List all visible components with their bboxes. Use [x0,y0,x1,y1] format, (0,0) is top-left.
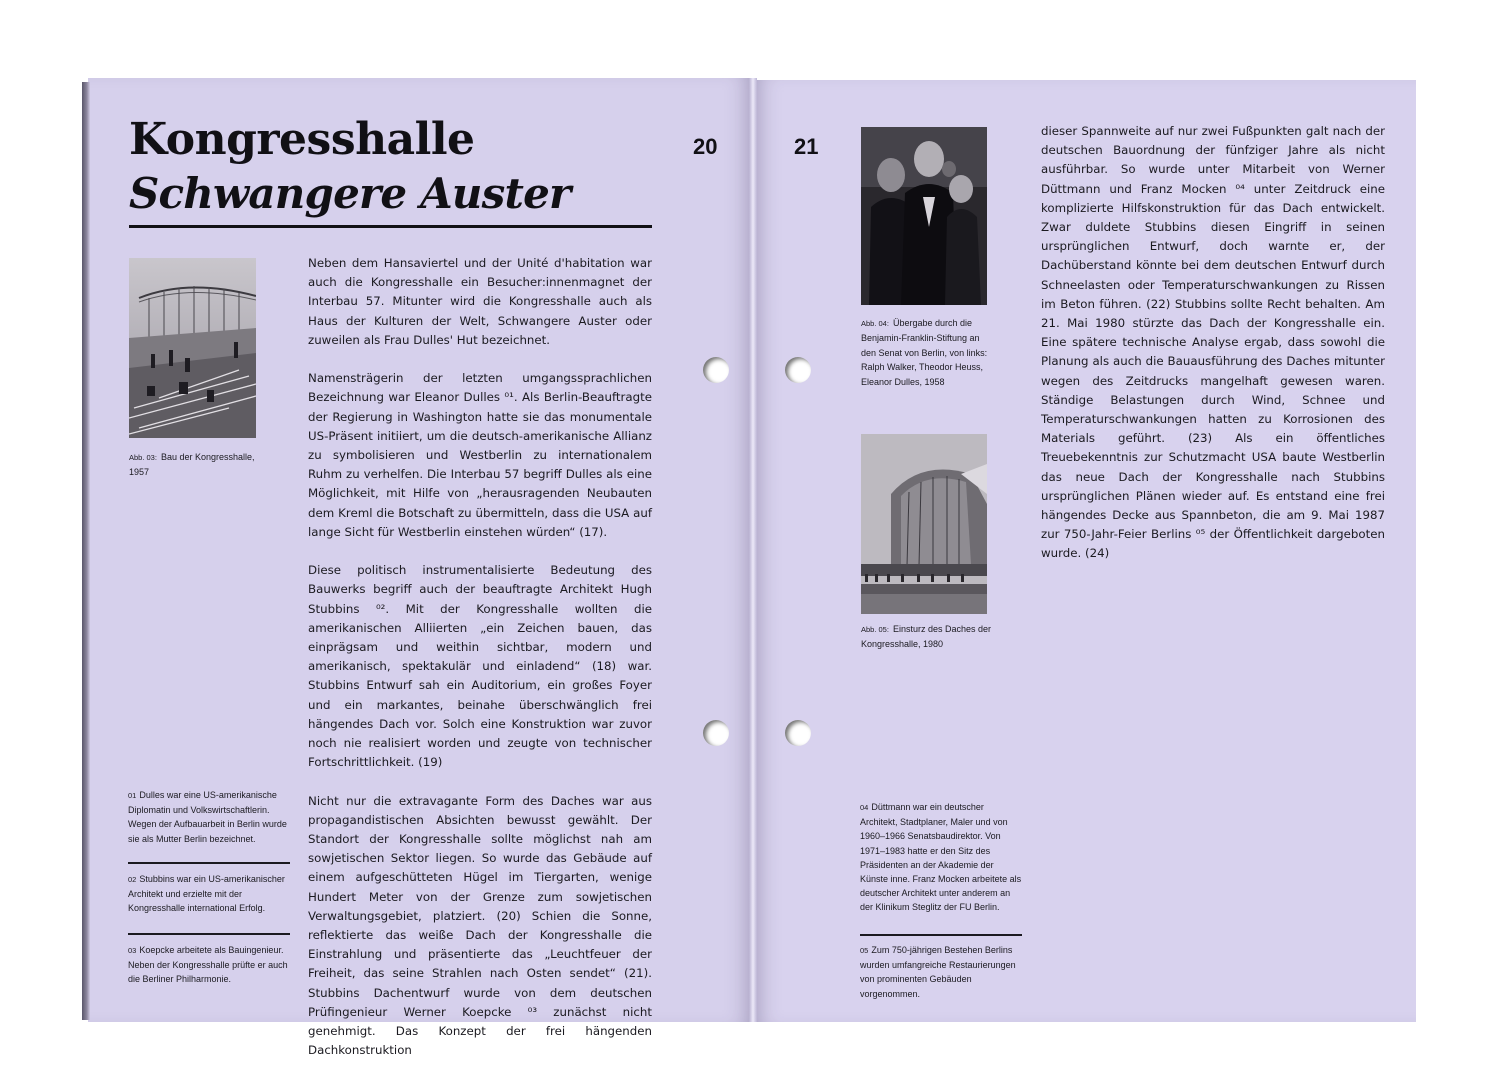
page-number-right: 21 [794,134,819,159]
footnote-03-number: 03 [128,946,137,955]
title-rule [129,225,652,228]
footnote-03 [128,943,290,987]
caption-abb04-text: Übergabe durch die Benjamin-Franklin-Stiftung an den Senat von Berlin, von links: Ralph Walker, Theodor Heuss, Eleanor Dulles, 1958 [861,318,988,387]
handover-photo-image [861,127,987,305]
footnote-01-number: 01 [128,791,137,800]
footnote-05 [860,943,1022,1001]
caption-abb04 [861,316,991,389]
caption-abb05-label: Abb. 05: [861,625,889,634]
book-gutter [749,78,757,1022]
paragraph: Diese politisch instrumentalisierte Bedeutung des Bauwerks begriff auch der beauftragte Architekt Hugh Stubbins ⁰². Mit der Kongresshalle wollten die amerikanischen Alliierten „ein Zeichen bauen, das einprägsam und weithin sichtbar, modern und amerikanisch, spektakulär und einladend“ (18) war. Stubbins Entwurf sah ein Auditorium, ein großes Foyer und ein markantes, beinahe überschwänglich frei hängendes Dach vor. Solch eine Konstruktion war zuvor noch nie realisiert worden und zeugte von technischer Fortschrittlichkeit. (19) [308,563,652,770]
right-body-text [1041,122,1385,564]
footnote-04 [860,800,1022,915]
footnote-01 [128,788,290,846]
page-subtitle: Schwangere Auster [129,169,571,218]
footnote-05-number: 05 [860,946,869,955]
paragraph: Namensträgerin der letzten umgangssprachlichen Bezeichnung war Eleanor Dulles ⁰¹. Als Berlin-Beauftragte der Regierung in Washington hatte sie das monumentale US-Präsent initiiert, um die deutsch-amerikanische Allianz zu symbolisieren und Westberlin zu internationalem Ruhm zu verhelfen. Die Interbau 57 begriff Dulles als eine Möglichkeit, mit Hilfe von „herausragenden Neubauten dem Kreml die Botschaft zu übermitteln, dass die USA auf lange Sicht für Westberlin einstehen würden“ (17). [308,371,652,539]
punch-hole [785,720,811,746]
collapse-photo-image [861,434,987,614]
footnote-04-number: 04 [860,803,869,812]
footnote-divider [128,862,290,864]
left-body-text [308,254,652,1060]
caption-abb04-label: Abb. 04: [861,319,889,328]
footnote-02-number: 02 [128,875,137,884]
photo-construction [129,258,256,438]
construction-photo-image [129,258,256,438]
footnote-04-text: Düttmann war ein deutscher Architekt, Stadtplaner, Maler und von 1960–1966 Senatsbaudirektor. Von 1971–1983 hatte er den Sitz des Präsidenten an der Akademie der Künste inne. Franz Mocken arbeitete als deutscher Architekt unter anderem an der Klinikum Steglitz der FU Berlin. [860,802,1022,913]
footnote-02-text: Stubbins war ein US-amerikanischer Architekt und erzielte mit der Kongresshalle international Erfolg. [128,874,285,914]
footnote-02 [128,872,290,916]
footnote-05-text: Zum 750-jährigen Bestehen Berlins wurden umfangreiche Restaurierungen von prominenten Gebäuden vorgenommen. [860,945,1016,999]
footnote-divider [860,934,1022,936]
photo-handover [861,127,987,305]
footnote-03-text: Koepcke arbeitete als Bauingenieur. Neben der Kongresshalle prüfte er auch die Berliner Philharmonie. [128,945,288,985]
caption-abb03-text: Bau der Kongresshalle, 1957 [129,452,255,478]
punch-hole [703,720,729,746]
footnote-divider [128,933,290,935]
photo-roof-collapse [861,434,987,614]
caption-abb03 [129,450,259,480]
caption-abb05 [861,622,991,652]
punch-hole [785,357,811,383]
page-number-left: 20 [693,134,718,159]
paragraph: Nicht nur die extravagante Form des Daches war aus propagandistischen Absichten bewusst gewählt. Der Standort der Kongresshalle sollte möglichst nah am sowjetischen Sektor liegen. So wurde das Gebäude auf einem aufgeschütteten Hügel im Tiergarten, wenige Hundert Meter von der Grenze zum sowjetischen Verwaltungsgebiet, platziert. (20) Schien die Sonne, reflektierte das weiße Dach der Kongresshalle die Einstrahlung und präsentierte das „Leuchtfeuer der Freiheit, das seine Strahlen nach Osten sendet“ (21). Stubbins Dachentwurf wurde von dem deutschen Prüfingenieur Werner Koepcke ⁰³ zunächst nicht genehmigt. Das Konzept der frei hängenden Dachkonstruktion [308,793,652,1058]
paragraph: dieser Spannweite auf nur zwei Fußpunkten galt nach der deutschen Bauordnung der fünfziger Jahre als nicht ausführbar. So wurde unter Mitarbeit von Werner Düttmann und Franz Mocken ⁰⁴ unter Zeitdruck eine komplizierte Hilfskonstruktion für das Dach entwickelt. Zwar duldete Stubbins diesen Eingriff in seinen ursprünglichen Entwurf, doch warnte er, der Dachüberstand könnte bei dem deutschen Entwurf durch Schneelasten oder Temperaturschwankungen zu Rissen im Beton führen. (22) Stubbins sollte Recht behalten. Am 21. Mai 1980 stürzte das Dach der Kongresshalle ein. Eine spätere technische Analyse ergab, dass sowohl die Planung als auch die Bauausführung des Daches mitunter wegen des Zeitdrucks mangelhaft gewesen waren. Ständige Belastungen durch Wind, Schnee und Temperaturschwankungen hatten zu Korrosionen des Materials geführt. (23) Als ein öffentliches Treuebekenntnis zur Schutzmacht USA baute Westberlin das neue Dach der Kongresshalle nach Stubbins ursprünglichen Plänen wieder auf. Es entstand eine frei hängendes Decke aus Spannbeton, die am 9. Mai 1987 zur 750-Jahr-Feier Berlins ⁰⁵ der Öffentlichkeit dargeboten wurde. (24) [1041,124,1385,561]
footnote-01-text: Dulles war eine US-amerikanische Diplomatin und Volkswirtschaftlerin. Wegen der Aufbauarbeit in Berlin wurde sie als Mutter Berlin bezeichnet. [128,790,287,844]
paragraph: Neben dem Hansaviertel und der Unité d'habitation war auch die Kongresshalle ein Besucher:innenmagnet der Interbau 57. Mitunter wird die Kongresshalle auch als Haus der Kulturen der Welt, Schwangere Auster oder zuweilen als Frau Dulles' Hut bezeichnet. [308,256,652,347]
caption-abb05-text: Einsturz des Daches der Kongresshalle, 1980 [861,624,991,650]
punch-hole [703,357,729,383]
page-title: Kongresshalle [129,114,475,165]
caption-abb03-label: Abb. 03: [129,453,157,462]
